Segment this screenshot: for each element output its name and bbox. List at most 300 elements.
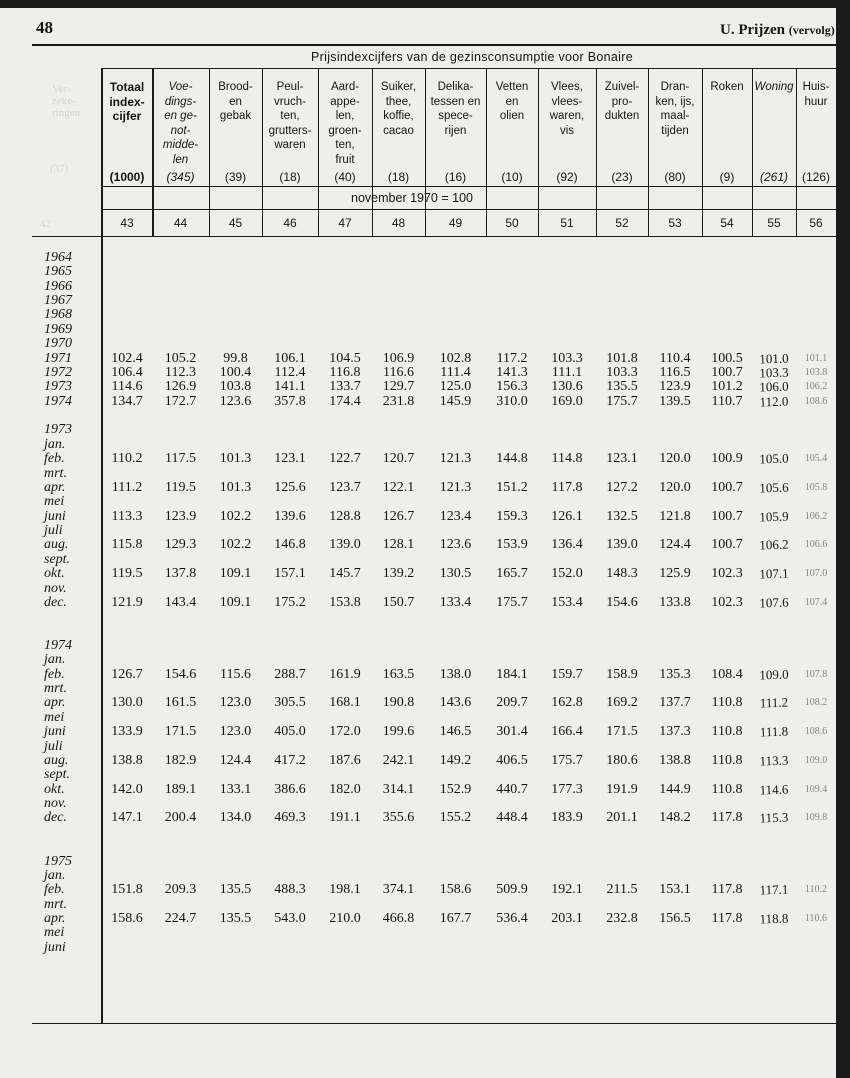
table-cell: 159.3 (496, 508, 528, 524)
table-cell: 116.5 (659, 364, 691, 380)
column-number: 46 (283, 216, 297, 230)
column-rule (702, 68, 703, 236)
table-cell: 153.4 (551, 594, 583, 610)
table-cell: 124.4 (219, 752, 252, 768)
table-cell: 100.4 (219, 364, 252, 380)
column-header-line: Totaal (109, 80, 145, 94)
row-label: mrt. (44, 465, 67, 481)
table-cell: 109.0 (804, 754, 828, 766)
table-cell: 174.4 (329, 393, 361, 409)
column-header-line: Brood- (218, 81, 253, 93)
total-column-right-rule (152, 68, 154, 236)
table-cell: 106.2 (759, 536, 789, 553)
column-number: 50 (505, 216, 519, 230)
column-number: 55 (767, 216, 781, 230)
table-cell: 172.0 (329, 724, 361, 740)
table-cell: 117.8 (711, 810, 743, 826)
table-cell: 111.2 (111, 479, 143, 495)
table-cell: 139.0 (606, 537, 638, 553)
column-header-line: ten, (280, 110, 300, 122)
table-cell: 123.1 (606, 451, 638, 467)
row-label: okt. (44, 566, 65, 582)
table-cell: 224.7 (164, 911, 197, 927)
column-weight: (39) (224, 170, 247, 184)
column-weight: (40) (334, 170, 356, 184)
table-cell: 180.6 (606, 752, 638, 768)
table-cell: 129.3 (164, 537, 197, 553)
table-cell: 126.7 (382, 508, 415, 524)
row-label: 1968 (44, 307, 72, 323)
table-cell: 184.1 (496, 666, 528, 682)
row-label: dec. (44, 594, 67, 610)
table-cell: 161.9 (329, 666, 361, 682)
column-rule (209, 68, 210, 236)
table-cell: 175.7 (606, 393, 638, 409)
row-label: juli (44, 523, 63, 539)
table-cell: 107.0 (804, 568, 828, 580)
table-cell: 129.7 (382, 379, 415, 395)
column-header-line: appe- (330, 95, 360, 108)
table-cell: 113.3 (759, 752, 789, 769)
column-weight: (1000) (109, 170, 145, 184)
table-cell: 143.4 (164, 594, 197, 610)
column-header-line: Aard- (330, 81, 360, 93)
table-cell: 141.3 (496, 364, 528, 380)
column-rule (425, 68, 426, 236)
table-cell: 118.8 (759, 910, 789, 927)
table-cell: 149.2 (439, 752, 472, 768)
table-cell: 105.2 (164, 350, 197, 366)
table-cell: 130.5 (439, 566, 472, 582)
row-label: feb. (44, 451, 65, 467)
row-label: feb. (44, 882, 65, 898)
table-cell: 288.7 (274, 666, 306, 682)
column-header-line: grutters- (268, 124, 312, 137)
table-cell: 115.8 (111, 537, 143, 553)
table-cell: 100.5 (711, 350, 743, 366)
table-cell: 177.3 (551, 781, 583, 797)
table-cell: 157.1 (274, 566, 306, 582)
table-cell: 386.6 (274, 781, 306, 797)
table-cell: 209.7 (496, 695, 528, 711)
table-cell: 153.9 (496, 537, 528, 553)
column-weight: (261) (759, 170, 788, 184)
table-cell: 122.7 (329, 451, 361, 467)
table-cell: 189.1 (164, 781, 197, 797)
table-cell: 169.0 (551, 393, 583, 409)
table-cell: 139.6 (274, 508, 306, 524)
table-cell: 172.7 (164, 393, 197, 409)
table-cell: 175.2 (274, 594, 306, 610)
column-header-line: waren, (549, 110, 585, 122)
column-weight: (23) (611, 170, 633, 184)
row-label: aug. (44, 537, 69, 553)
column-header-line: groen- (328, 124, 362, 137)
table-cell: 106.6 (804, 539, 828, 551)
table-cell: 109.1 (219, 566, 252, 582)
table-cell: 126.9 (164, 379, 197, 395)
table-cell: 182.9 (164, 752, 197, 768)
table-cell: 102.8 (439, 350, 472, 366)
table-cell: 128.1 (382, 537, 415, 553)
row-label: aug. (44, 752, 69, 768)
column-header-line: rijen (444, 124, 467, 137)
table-cell: 314.1 (382, 781, 415, 797)
table-cell: 158.9 (606, 666, 638, 682)
column-rule (648, 68, 649, 236)
table-cell: 374.1 (382, 882, 415, 898)
row-label: apr. (44, 479, 66, 495)
table-cell: 108.6 (804, 395, 828, 407)
table-cell: 154.6 (606, 594, 638, 610)
row-label: 1973 (44, 422, 72, 438)
column-number: 53 (668, 216, 682, 230)
table-cell: 154.6 (164, 666, 197, 682)
column-header (596, 80, 648, 124)
table-cell: 139.2 (382, 566, 415, 582)
row-label: 1972 (44, 364, 72, 380)
table-cell: 134.7 (111, 393, 143, 409)
table-cell: 100.9 (711, 451, 743, 467)
row-label: sept. (44, 767, 71, 783)
table-cell: 103.8 (219, 379, 252, 395)
table-cell: 135.5 (219, 911, 252, 927)
table-cell: 101.8 (606, 350, 638, 366)
table-cell: 107.4 (804, 596, 828, 608)
page-number: 48 (36, 18, 53, 37)
column-number: 52 (615, 216, 629, 230)
table-cell: 209.3 (164, 882, 197, 898)
column-number: 49 (448, 216, 463, 230)
table-cell: 301.4 (496, 724, 528, 740)
column-header-line: huur (804, 95, 828, 108)
column-number: 56 (809, 216, 823, 230)
column-header-line: ken, ijs, (655, 95, 695, 108)
table-cell: 102.2 (219, 537, 252, 553)
column-number: 44 (173, 216, 188, 230)
column-header-line: cacao (383, 124, 414, 137)
table-cell: 125.9 (659, 566, 691, 582)
table-cell: 100.7 (711, 508, 743, 524)
table-cell: 211.5 (606, 882, 638, 898)
column-rule (752, 68, 753, 236)
column-header-line: tijden (661, 124, 689, 137)
table-cell: 127.2 (606, 479, 638, 495)
column-header-line: Peul- (276, 81, 304, 93)
column-header-line: gebak (219, 110, 252, 122)
row-label: 1966 (44, 278, 72, 294)
row-label: nov. (44, 796, 67, 812)
table-cell: 111.2 (759, 694, 789, 711)
table-cell: 166.4 (551, 724, 583, 740)
table-cell: 143.6 (439, 695, 472, 711)
index-base-note: november 1970 = 100 (351, 191, 473, 205)
table-cell: 101.3 (219, 451, 252, 467)
table-cell: 103.3 (551, 350, 583, 366)
table-cell: 100.7 (711, 537, 743, 553)
column-header-line: Suiker, (380, 81, 417, 93)
column-header-line: spece- (438, 110, 473, 122)
column-header (209, 80, 262, 124)
table-cell: 133.8 (659, 594, 691, 610)
table-cell: 130.6 (551, 379, 583, 395)
table-supertitle: Prijsindexcijfers van de gezinsconsumptie voor Bonaire (311, 50, 633, 64)
table-cell: 190.8 (382, 695, 415, 711)
column-header-line: Zuivel- (604, 81, 640, 93)
table-cell: 116.8 (329, 364, 361, 380)
table-cell: 210.0 (329, 911, 361, 927)
table-cell: 110.6 (804, 913, 828, 925)
table-cell: 121.3 (439, 479, 472, 495)
row-label: 1967 (44, 293, 72, 309)
table-cell: 355.6 (382, 810, 415, 826)
table-cell: 121.8 (659, 508, 691, 524)
table-cell: 153.8 (329, 594, 361, 610)
table-cell: 152.0 (551, 566, 583, 582)
table-cell: 103.3 (759, 364, 789, 381)
table-cell: 110.2 (111, 451, 143, 467)
column-rule (538, 68, 539, 236)
table-cell: 123.9 (659, 379, 691, 395)
column-header (702, 80, 752, 95)
table-cell: 138.0 (439, 666, 472, 682)
table-cell: 405.0 (274, 724, 306, 740)
row-label: nov. (44, 580, 67, 596)
table-cell: 144.8 (496, 451, 528, 467)
table-cell: 200.4 (164, 810, 197, 826)
table-cell: 146.5 (439, 724, 472, 740)
table-cell: 120.0 (659, 451, 691, 467)
column-header (486, 80, 538, 124)
table-cell: 106.1 (274, 350, 306, 366)
table-cell: 110.2 (804, 884, 828, 896)
table-cell: 115.6 (220, 666, 251, 682)
table-cell: 108.4 (711, 666, 743, 682)
table-cell: 171.5 (606, 724, 638, 740)
column-header-line: Vetten (495, 81, 529, 93)
table-cell: 110.4 (659, 350, 691, 366)
table-cell: 145.9 (439, 393, 472, 409)
table-cell: 123.0 (219, 724, 252, 740)
base-rule (102, 209, 836, 210)
table-cell: 110.8 (711, 695, 743, 711)
table-cell: 107.8 (804, 668, 828, 680)
column-header (262, 80, 318, 153)
row-label: 1965 (44, 264, 72, 280)
table-cell: 135.5 (219, 882, 252, 898)
table-cell: 119.5 (111, 566, 143, 582)
table-cell: 133.9 (111, 724, 143, 740)
table-cell: 106.9 (382, 350, 415, 366)
row-label: sept. (44, 551, 71, 567)
table-cell: 155.2 (439, 810, 472, 826)
column-header-line: Voe- (168, 81, 193, 93)
column-weight: (345) (166, 170, 195, 184)
column-header-line: Dran- (660, 81, 690, 93)
table-cell: 103.3 (606, 364, 638, 380)
row-label: juni (44, 939, 66, 955)
table-cell: 357.8 (274, 393, 306, 409)
column-header-line: Delika- (437, 81, 474, 93)
table-cell: 232.8 (606, 911, 638, 927)
row-label: juli (44, 738, 63, 754)
table-cell: 137.7 (659, 695, 691, 711)
table-cell: 148.2 (659, 810, 691, 826)
table-cell: 100.7 (711, 364, 743, 380)
column-header-line: maal- (660, 110, 690, 122)
table-cell: 112.0 (759, 393, 789, 410)
table-cell: 104.5 (329, 350, 361, 366)
table-cell: 175.7 (496, 594, 528, 610)
table-cell: 158.6 (111, 911, 143, 927)
table-cell: 138.8 (111, 752, 143, 768)
row-label: okt. (44, 781, 65, 797)
column-weight: (80) (664, 170, 686, 184)
table-cell: 123.7 (329, 479, 361, 495)
table-cell: 119.5 (165, 479, 196, 495)
table-cell: 144.9 (659, 781, 691, 797)
column-weight: (9) (719, 170, 735, 184)
table-cell: 123.4 (439, 508, 472, 524)
table-cell: 126.1 (551, 508, 583, 524)
table-cell: 417.2 (274, 752, 306, 768)
table-cell: 158.6 (439, 882, 472, 898)
table-cell: 110.8 (711, 752, 743, 768)
row-label: 1973 (44, 379, 72, 395)
column-weight: (18) (387, 170, 410, 184)
row-label: jan. (44, 652, 66, 668)
table-cell: 121.3 (439, 451, 472, 467)
table-cell: 146.8 (274, 537, 306, 553)
column-number: 47 (338, 216, 352, 230)
table-cell: 169.2 (606, 695, 638, 711)
table-cell: 117.8 (711, 911, 743, 927)
table-cell: 123.6 (219, 393, 252, 409)
table-cell: 448.4 (496, 810, 528, 826)
column-header-line: en (505, 95, 519, 108)
table-cell: 121.9 (111, 594, 143, 610)
column-rule (318, 68, 319, 236)
table-cell: 112.3 (165, 364, 196, 380)
show-through-text: Ver- zeke- ringen (52, 83, 81, 119)
column-header-line: ten, (335, 139, 355, 151)
column-header-line: cijfer (112, 109, 142, 123)
table-cell: 106.2 (804, 510, 828, 522)
row-label: mrt. (44, 681, 67, 697)
column-rule (372, 68, 373, 236)
row-label: 1971 (44, 350, 72, 366)
column-header-line: index- (109, 94, 145, 109)
table-cell: 123.0 (219, 695, 252, 711)
running-title: U. Prijzen (vervolg) (720, 22, 835, 38)
table-cell: 469.3 (274, 810, 306, 826)
column-header-line: en (229, 95, 242, 108)
table-cell: 142.0 (111, 781, 143, 797)
table-cell: 231.8 (382, 393, 415, 409)
table-cell: 114.6 (759, 781, 789, 798)
row-label: mrt. (44, 896, 67, 912)
row-label: apr. (44, 695, 66, 711)
table-cell: 111.4 (440, 364, 471, 380)
table-cell: 123.9 (164, 508, 197, 524)
table-cell: 111.1 (551, 364, 583, 380)
table-cell: 117.8 (711, 882, 743, 898)
column-header-line: len (172, 153, 189, 166)
table-cell: 110.8 (711, 724, 743, 740)
table-cell: 117.2 (496, 350, 528, 366)
table-cell: 191.1 (329, 810, 361, 826)
table-cell: 159.7 (551, 666, 583, 682)
table-cell: 135.3 (659, 666, 691, 682)
column-header-line: dings- (164, 95, 197, 108)
table-cell: 110.8 (711, 781, 743, 797)
row-label: 1970 (44, 336, 72, 352)
table-cell: 165.7 (496, 566, 528, 582)
column-rule (486, 68, 487, 236)
table-cell: 153.1 (659, 882, 691, 898)
table-cell: 137.8 (164, 566, 197, 582)
table-cell: 114.8 (551, 451, 583, 467)
column-rule (596, 68, 597, 236)
table-cell: 509.9 (496, 882, 528, 898)
table-cell: 139.5 (659, 393, 691, 409)
table-cell: 100.7 (711, 479, 743, 495)
table-cell: 101.3 (219, 479, 252, 495)
table-cell: 134.0 (219, 810, 252, 826)
column-header (752, 80, 796, 95)
table-cell: 198.1 (329, 882, 361, 898)
table-cell: 120.7 (382, 451, 415, 467)
table-cell: 101.2 (711, 379, 743, 395)
column-header (796, 80, 836, 109)
column-header-line: thee, (385, 95, 412, 108)
table-cell: 163.5 (382, 666, 415, 682)
table-cell: 102.3 (711, 566, 743, 582)
column-header-line: dukten (604, 110, 640, 122)
table-cell: 168.1 (329, 695, 361, 711)
table-cell: 107.1 (759, 565, 789, 582)
table-cell: 130.0 (111, 695, 143, 711)
table-cell: 106.0 (759, 378, 789, 395)
table-cell: 126.7 (111, 666, 143, 682)
column-header-line: en ge- (164, 110, 197, 122)
table-cell: 124.4 (659, 537, 691, 553)
table-cell: 310.0 (496, 393, 528, 409)
table-cell: 105.6 (759, 479, 789, 496)
column-header-line: len, (335, 110, 355, 122)
show-through-text: (37) (50, 163, 69, 175)
supertitle-rule (102, 68, 836, 69)
table-cell: 156.3 (496, 379, 528, 395)
row-label: jan. (44, 436, 66, 452)
table-cell: 113.3 (111, 508, 143, 524)
row-label: juni (44, 508, 66, 524)
table-cell: 141.1 (274, 379, 306, 395)
table-cell: 116.6 (383, 364, 414, 380)
table-cell: 133.7 (329, 379, 361, 395)
table-cell: 102.4 (111, 350, 143, 366)
table-cell: 123.1 (274, 451, 306, 467)
table-cell: 117.1 (759, 881, 789, 898)
column-header (648, 80, 702, 138)
table-cell: 135.5 (606, 379, 638, 395)
column-header-line: koffie, (383, 110, 414, 122)
table-cell: 117.8 (551, 479, 583, 495)
table-cell: 201.1 (606, 810, 638, 826)
table-cell: 156.5 (659, 911, 691, 927)
table-cell: 105.8 (804, 481, 828, 493)
column-header (318, 80, 372, 167)
